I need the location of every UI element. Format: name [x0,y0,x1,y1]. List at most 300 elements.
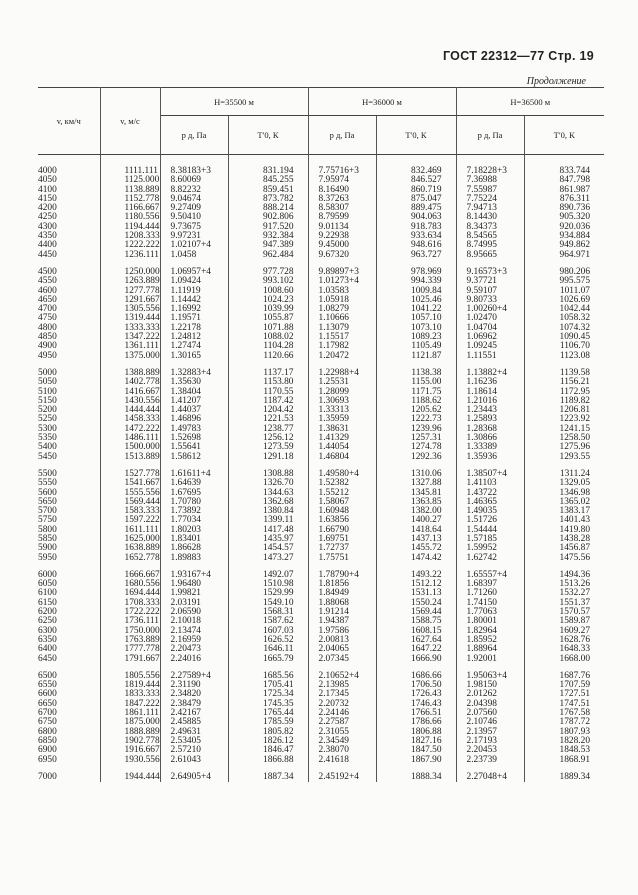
cell-t-h3: 1494.36 [559,569,590,580]
cell-v-ms: 1791.667 [100,655,160,664]
table-row [38,453,604,462]
cell-t-h1: 1725.34 [228,690,308,699]
col-header-t: T′0, К [228,116,308,155]
cell-v-kmh: 4350 [38,232,100,241]
cell-t-h2: 1512.12 [376,580,456,589]
cell-p-h2: 1.38631 [308,425,376,434]
cell-t-h3: 1532.27 [559,588,590,599]
cell-p-h3: 2.13957 [456,728,524,737]
cell-p-h3: 1.88964 [456,645,524,654]
cell-t-h1: 1435.97 [228,535,308,544]
cell-p-h3: 1.82964 [456,627,524,636]
cell-t-h3: 1258.50 [559,433,590,444]
cell-v-ms: 1652.778 [100,554,160,563]
cell-v-kmh: 6950 [38,756,100,765]
cell-p-h2: 1.44054 [308,443,376,452]
cell-p-h3: 9.59107 [456,287,524,296]
cell-v-kmh: 4800 [38,324,100,333]
cell-v-kmh: 6150 [38,599,100,608]
cell-p-h1: 8.38183+3 [160,155,228,177]
cell-t-h2: 1239.96 [376,425,456,434]
cell-t-h3: 1807.93 [559,726,590,737]
cell-p-h1: 2.34820 [160,690,228,699]
cell-p-h2: 2.45192+4 [308,765,376,782]
cell-t-h2: 963.727 [376,251,456,260]
cell-p-h2: 8.79599 [308,213,376,222]
cell-t-h3: 1241.15 [559,423,590,434]
cell-p-h1: 9.73675 [160,223,228,232]
cell-p-h2: 2.34549 [308,737,376,746]
cell-t-h3: 1628.76 [559,634,590,645]
cell-t-h1: 1380.84 [228,507,308,516]
cell-t-h1: 1362.68 [228,498,308,507]
cell-t-h1: 1887.34 [228,765,308,782]
cell-v-kmh: 5800 [38,526,100,535]
cell-t-h1: 1492.07 [228,563,308,580]
cell-t-h1: 1568.31 [228,608,308,617]
cell-t-h3: 1570.57 [559,607,590,618]
cell-v-kmh: 6700 [38,709,100,718]
cell-p-h2: 9.01134 [308,223,376,232]
cell-t-h2: 1363.85 [376,498,456,507]
cell-t-h1: 1473.27 [228,554,308,563]
cell-v-ms: 1541.667 [100,479,160,488]
cell-p-h2: 1.35959 [308,415,376,424]
cell-t-h2: 1382.00 [376,507,456,516]
cell-t-h2: 1009.84 [376,287,456,296]
cell-t-h3: 1438.28 [559,533,590,544]
cell-v-kmh: 5650 [38,498,100,507]
cell-p-h2: 2.20732 [308,700,376,709]
cell-v-kmh: 5850 [38,535,100,544]
cell-t-h1: 1291.18 [228,453,308,462]
cell-v-kmh: 4150 [38,195,100,204]
cell-p-h1: 1.16992 [160,305,228,314]
cell-v-ms: 1875.000 [100,718,160,727]
cell-v-ms: 1486.111 [100,434,160,443]
cell-t-h3: 1275.96 [559,442,590,453]
cell-v-kmh: 7000 [38,765,100,782]
cell-p-h2: 7.75716+3 [308,155,376,177]
cell-t-h3: 1668.00 [559,653,590,664]
cell-p-h3: 1.71260 [456,589,524,598]
cell-t-h2: 1806.88 [376,728,456,737]
cell-p-h3: 1.06962 [456,333,524,342]
cell-p-h3: 1.41103 [456,479,524,488]
cell-p-h3: 9.16573+3 [456,260,524,277]
cell-p-h1: 2.06590 [160,608,228,617]
cell-p-h2: 1.08279 [308,305,376,314]
cell-t-h3: 1042.44 [559,304,590,315]
cell-p-h3: 7.94713 [456,204,524,213]
cell-p-h1: 2.16959 [160,636,228,645]
cell-v-ms: 1333.333 [100,324,160,333]
cell-v-ms: 1416.667 [100,388,160,397]
cell-t-h1: 1256.12 [228,434,308,443]
cell-p-h1: 8.82232 [160,186,228,195]
cell-p-h2: 1.22988+4 [308,361,376,378]
cell-v-ms: 1208.333 [100,232,160,241]
cell-t-h1: 1745.35 [228,700,308,709]
cell-p-h3: 1.04704 [456,324,524,333]
cell-v-kmh: 4700 [38,305,100,314]
cell-t-h2: 1531.13 [376,589,456,598]
cell-t-h3: 1707.59 [559,680,590,691]
cell-v-ms: 1944.444 [100,765,160,782]
cell-v-kmh: 5750 [38,516,100,525]
cell-t-h2: 1171.75 [376,388,456,397]
cell-v-kmh: 6300 [38,627,100,636]
cell-t-h1: 1104.28 [228,342,308,351]
cell-t-h2: 1257.31 [376,434,456,443]
cell-t-h1: 845.255 [228,176,308,185]
cell-v-kmh: 6450 [38,655,100,664]
cell-t-h2: 1627.64 [376,636,456,645]
cell-v-ms: 1472.222 [100,425,160,434]
cell-p-h3: 7.75224 [456,195,524,204]
cell-v-kmh: 5350 [38,434,100,443]
cell-p-h2: 8.37263 [308,195,376,204]
cell-p-h2: 7.95974 [308,176,376,185]
cell-p-h2: 1.05918 [308,296,376,305]
cell-t-h1: 1204.42 [228,406,308,415]
cell-t-h1: 977.728 [228,260,308,277]
cell-p-h3: 1.68397 [456,580,524,589]
cell-t-h2: 1188.62 [376,397,456,406]
cell-v-ms: 1125.000 [100,176,160,185]
cell-t-h1: 1170.55 [228,388,308,397]
cell-v-ms: 1194.444 [100,223,160,232]
cell-p-h3: 2.17193 [456,737,524,746]
page-header: ГОСТ 22312—77 Стр. 19 [442,49,594,63]
cell-t-h3: 833.744 [559,166,590,176]
cell-t-h3: 1589.87 [559,616,590,627]
cell-v-kmh: 4250 [38,213,100,222]
cell-v-kmh: 6750 [38,718,100,727]
cell-t-h3: 920.036 [559,221,590,232]
cell-t-h2: 860.719 [376,186,456,195]
table-row [38,664,604,681]
cell-v-kmh: 6800 [38,728,100,737]
cell-t-h2: 1073.10 [376,324,456,333]
cell-p-h3: 1.49035 [456,507,524,516]
cell-v-ms: 1833.333 [100,690,160,699]
cell-p-h3: 1.35936 [456,453,524,462]
cell-t-h3: 1609.27 [559,625,590,636]
group-header-h1: H=35500 м [160,88,308,116]
cell-p-h1: 1.38404 [160,388,228,397]
cell-v-kmh: 4450 [38,251,100,260]
cell-p-h2: 1.97586 [308,627,376,636]
cell-v-ms: 1444.444 [100,406,160,415]
cell-t-h2: 1310.06 [376,462,456,479]
cell-v-ms: 1930.556 [100,756,160,765]
cell-t-h2: 889.475 [376,204,456,213]
cell-p-h1: 2.57210 [160,746,228,755]
cell-p-h2: 1.55212 [308,489,376,498]
cell-t-h2: 1746.43 [376,700,456,709]
cell-v-kmh: 6900 [38,746,100,755]
cell-t-h3: 1123.08 [559,350,590,361]
cell-p-h1: 2.45885 [160,718,228,727]
cell-p-h1: 2.13474 [160,627,228,636]
cell-t-h1: 1665.79 [228,655,308,664]
cell-t-h2: 1474.42 [376,554,456,563]
cell-p-h3: 1.92001 [456,655,524,664]
cell-t-h1: 1529.99 [228,589,308,598]
cell-v-ms: 1236.111 [100,251,160,260]
cell-t-h1: 1326.70 [228,479,308,488]
cell-v-kmh: 4200 [38,204,100,213]
cell-p-h3: 1.30866 [456,434,524,443]
cell-p-h1: 1.70780 [160,498,228,507]
cell-t-h2: 1400.27 [376,516,456,525]
cell-p-h2: 1.81856 [308,580,376,589]
cell-t-h1: 1454.57 [228,544,308,553]
cell-t-h2: 1418.64 [376,526,456,535]
cell-p-h1: 1.06957+4 [160,260,228,277]
cell-p-h3: 7.18228+3 [456,155,524,177]
cell-p-h3: 1.28368 [456,425,524,434]
cell-t-h2: 1222.73 [376,415,456,424]
cell-t-h2: 1345.81 [376,489,456,498]
cell-v-ms: 1777.778 [100,645,160,654]
cell-t-h2: 1274.78 [376,443,456,452]
cell-v-ms: 1388.889 [100,361,160,378]
cell-t-h3: 1828.20 [559,735,590,746]
cell-p-h1: 8.60069 [160,176,228,185]
cell-t-h1: 917.520 [228,223,308,232]
cell-p-h3: 7.55987 [456,186,524,195]
cell-p-h2: 2.41618 [308,756,376,765]
cell-p-h2: 1.41329 [308,434,376,443]
cell-v-ms: 1250.000 [100,260,160,277]
cell-p-h2: 1.28099 [308,388,376,397]
cell-t-h2: 1550.24 [376,599,456,608]
cell-p-h2: 2.24146 [308,709,376,718]
cell-t-h2: 1588.75 [376,617,456,626]
cell-t-h3: 1551.37 [559,597,590,608]
cell-p-h3: 2.07560 [456,709,524,718]
group-header-h2: H=36000 м [308,88,456,116]
cell-t-h2: 1138.38 [376,361,456,378]
cell-v-kmh: 5700 [38,507,100,516]
cell-p-h2: 8.16490 [308,186,376,195]
cell-t-h2: 1608.15 [376,627,456,636]
cell-p-h2: 1.88068 [308,599,376,608]
cell-p-h3: 1.33389 [456,443,524,452]
cell-t-h3: 1727.51 [559,689,590,700]
table-row [38,361,604,378]
cell-v-kmh: 5250 [38,415,100,424]
cell-t-h3: 1747.51 [559,698,590,709]
cell-p-h1: 1.86628 [160,544,228,553]
cell-t-h3: 1513.26 [559,579,590,590]
cell-t-h2: 1647.22 [376,645,456,654]
cell-p-h3: 1.57185 [456,535,524,544]
cell-p-h2: 1.03583 [308,287,376,296]
cell-p-h1: 1.44037 [160,406,228,415]
cell-v-ms: 1222.222 [100,241,160,250]
cell-t-h3: 1293.55 [559,451,590,462]
cell-p-h2: 1.66790 [308,526,376,535]
cell-t-h3: 1189.82 [559,395,590,406]
cell-t-h1: 1238.77 [228,425,308,434]
cell-p-h3: 2.10746 [456,718,524,727]
cell-t-h3: 1419.80 [559,524,590,535]
cell-p-h3: 8.34373 [456,223,524,232]
cell-p-h3: 1.43722 [456,489,524,498]
cell-t-h1: 1846.47 [228,746,308,755]
col-header-v-kmh: v, км/ч [38,88,100,155]
cell-p-h2: 1.60948 [308,507,376,516]
col-header-p: p д, Па [160,116,228,155]
cell-v-ms: 1805.556 [100,664,160,681]
cell-t-h3: 1074.32 [559,322,590,333]
cell-p-h2: 1.69751 [308,535,376,544]
cell-t-h1: 1024.23 [228,296,308,305]
cell-v-kmh: 4650 [38,296,100,305]
cell-t-h3: 1767.58 [559,708,590,719]
cell-t-h2: 948.616 [376,241,456,250]
col-header-p: p д, Па [456,116,524,155]
cell-t-h3: 1848.53 [559,745,590,756]
cell-p-h1: 1.77034 [160,516,228,525]
cell-v-ms: 1555.556 [100,489,160,498]
cell-v-kmh: 5450 [38,453,100,462]
cell-t-h3: 861.987 [559,184,590,195]
cell-t-h3: 995.575 [559,276,590,287]
cell-p-h3: 1.85952 [456,636,524,645]
continuation-label: Продолжение [526,76,586,87]
cell-v-kmh: 6050 [38,580,100,589]
cell-p-h2: 1.78790+4 [308,563,376,580]
cell-v-kmh: 5600 [38,489,100,498]
cell-t-h1: 1153.80 [228,378,308,387]
cell-v-ms: 1847.222 [100,700,160,709]
cell-t-h2: 1493.22 [376,563,456,580]
cell-t-h2: 832.469 [376,155,456,177]
cell-p-h3: 1.80001 [456,617,524,626]
cell-p-h1: 1.58612 [160,453,228,462]
cell-t-h3: 1223.92 [559,414,590,425]
cell-p-h2: 1.30693 [308,397,376,406]
cell-t-h3: 1090.45 [559,332,590,343]
cell-v-ms: 1583.333 [100,507,160,516]
cell-p-h3: 1.65557+4 [456,563,524,580]
cell-p-h2: 1.58067 [308,498,376,507]
cell-p-h3: 1.95063+4 [456,664,524,681]
cell-t-h3: 1106.70 [559,341,590,352]
cell-p-h2: 1.20472 [308,352,376,361]
cell-v-kmh: 5150 [38,397,100,406]
cell-v-kmh: 6350 [38,636,100,645]
cell-p-h2: 2.27587 [308,718,376,727]
cell-v-ms: 1305.556 [100,305,160,314]
cell-v-kmh: 6000 [38,563,100,580]
cell-v-ms: 1861.111 [100,709,160,718]
cell-t-h3: 964.971 [559,249,590,260]
cell-p-h2: 2.04065 [308,645,376,654]
cell-v-ms: 1402.778 [100,378,160,387]
cell-v-kmh: 6850 [38,737,100,746]
cell-v-ms: 1611.111 [100,526,160,535]
cell-p-h1: 1.41207 [160,397,228,406]
cell-v-ms: 1597.222 [100,516,160,525]
cell-v-kmh: 4900 [38,342,100,351]
cell-p-h3: 2.27048+4 [456,765,524,782]
cell-p-h1: 2.42167 [160,709,228,718]
cell-p-h2: 8.58307 [308,204,376,213]
cell-t-h3: 905.320 [559,212,590,223]
cell-t-h2: 1205.62 [376,406,456,415]
cell-p-h2: 1.01273+4 [308,277,376,286]
cell-v-kmh: 4750 [38,314,100,323]
cell-p-h1: 2.61043 [160,756,228,765]
cell-t-h3: 1648.33 [559,644,590,655]
cell-v-ms: 1513.889 [100,453,160,462]
cell-p-h1: 1.83401 [160,535,228,544]
cell-p-h1: 2.03191 [160,599,228,608]
col-header-t: T′0, К [524,116,604,155]
cell-p-h1: 1.49783 [160,425,228,434]
cell-p-h3: 1.98150 [456,681,524,690]
cell-t-h1: 1785.59 [228,718,308,727]
cell-p-h3: 2.01262 [456,690,524,699]
table-row [38,554,604,563]
cell-p-h2: 1.25531 [308,378,376,387]
cell-t-h1: 1549.10 [228,599,308,608]
cell-p-h2: 2.17345 [308,690,376,699]
cell-p-h1: 2.31190 [160,681,228,690]
cell-t-h2: 978.969 [376,260,456,277]
cell-p-h3: 1.74150 [456,599,524,608]
table-row [38,765,604,782]
cell-p-h2: 1.10666 [308,314,376,323]
cell-t-h2: 918.783 [376,223,456,232]
cell-p-h2: 2.13985 [308,681,376,690]
cell-v-ms: 1638.889 [100,544,160,553]
cell-t-h3: 876.311 [559,193,590,204]
cell-p-h1: 2.53405 [160,737,228,746]
cell-t-h2: 1437.13 [376,535,456,544]
cell-v-ms: 1625.000 [100,535,160,544]
cell-v-ms: 1319.444 [100,314,160,323]
cell-t-h1: 1866.88 [228,756,308,765]
cell-t-h1: 1705.41 [228,681,308,690]
cell-t-h2: 994.339 [376,277,456,286]
atmosphere-table [38,87,604,782]
cell-v-ms: 1902.778 [100,737,160,746]
cell-v-ms: 1722.222 [100,608,160,617]
cell-t-h2: 875.047 [376,195,456,204]
cell-p-h2: 2.31055 [308,728,376,737]
cell-p-h3: 1.16236 [456,378,524,387]
cell-t-h3: 1365.02 [559,496,590,507]
cell-v-kmh: 6400 [38,645,100,654]
cell-v-kmh: 5200 [38,406,100,415]
cell-p-h3: 2.23739 [456,756,524,765]
cell-v-ms: 1694.444 [100,589,160,598]
cell-v-ms: 1819.444 [100,681,160,690]
cell-p-h1: 1.35630 [160,378,228,387]
cell-t-h1: 1120.66 [228,352,308,361]
cell-v-kmh: 6100 [38,589,100,598]
cell-t-h3: 1383.17 [559,506,590,517]
cell-t-h2: 1041.22 [376,305,456,314]
cell-p-h3: 2.20453 [456,746,524,755]
cell-p-h2: 2.10652+4 [308,664,376,681]
